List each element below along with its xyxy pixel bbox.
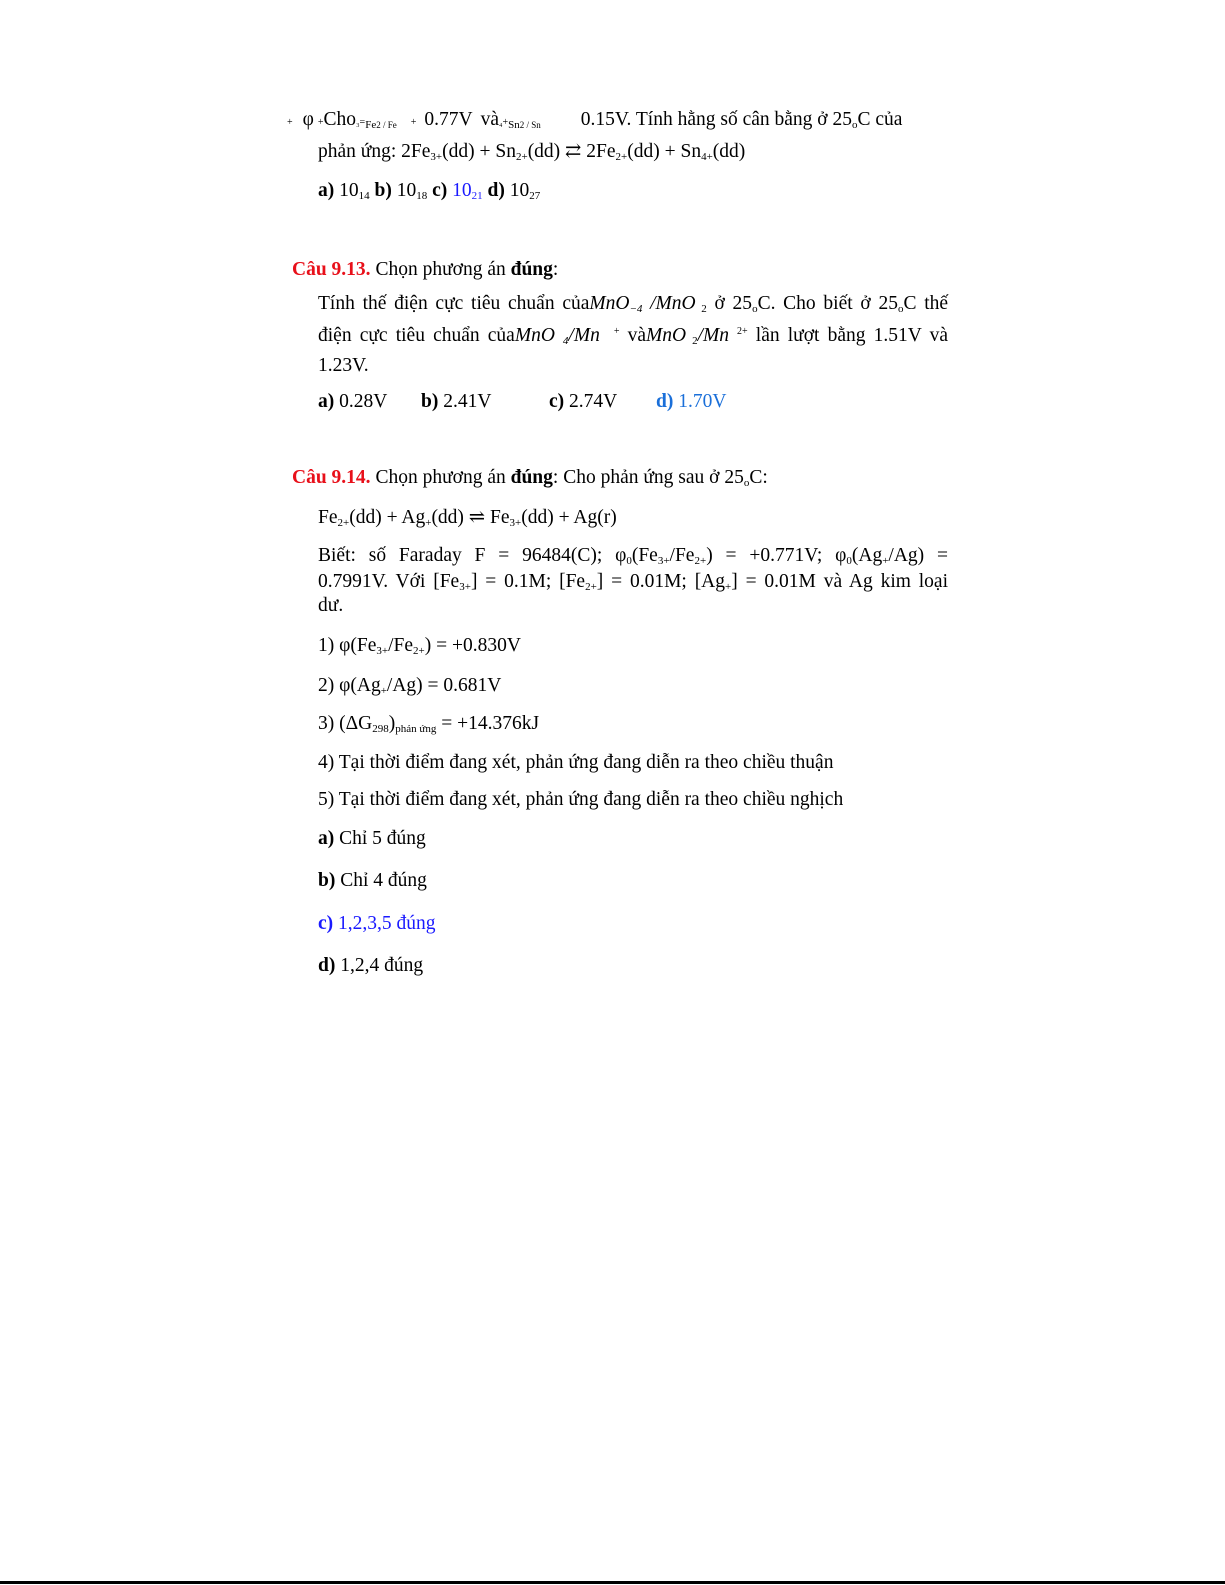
- page-bottom-border: [0, 1581, 1225, 1584]
- q12-phi: φ: [302, 109, 314, 130]
- q14-answer-a: a) Chỉ 5 đúng: [318, 828, 426, 849]
- q13-line-2: điện cực tiêu chuẩn củaMnO 4/Mn + vàMnO 2/Mn $^{2+}$ lần lượt bằng 1.51V và: [318, 325, 949, 347]
- q13-answer-a-label: a): [318, 391, 335, 412]
- q12-answer-c-label: c): [432, 180, 448, 201]
- q12-line-1: + φ +Cho₃=Fe2 / Fe + 0.77V và₄+Sn2 / Sn 0.15V. Tính hằng số cân bằng ở 25oC của: [287, 109, 903, 131]
- q12-correct-answer: 1021: [447, 180, 483, 202]
- q13-answer-c: c) 2.74V: [549, 391, 618, 412]
- q14-statement-2: 2) φ(Ag+/Ag) = 0.681V: [318, 675, 502, 697]
- q13-correct-answer: d) 1.70V: [656, 391, 727, 412]
- q14-statement-5: 5) Tại thời điểm đang xét, phản ứng đang diễn ra theo chiều nghịch: [318, 789, 844, 810]
- q13-answers: a) 0.28V: [318, 391, 388, 412]
- q14-answer-b: b) Chỉ 4 đúng: [318, 870, 427, 891]
- q14-title: Câu 9.14.: [292, 467, 371, 488]
- q12-answer-a-label: a): [318, 180, 335, 201]
- q14-given-line-1: Biết: số Faraday F = 96484(C); φ0(Fe3+/Fe2+) = +0.771V; φ0(Ag+/Ag) =: [318, 545, 948, 567]
- q12-answer-b-label: b): [374, 180, 392, 201]
- q14-given-line-2: 0.7991V. Với [Fe3+] = 0.1M; [Fe2+] = 0.01M; [Ag+] = 0.01M và Ag kim loại: [318, 571, 948, 593]
- q14-reaction: Fe2+(dd) + Ag+(dd) ⇌ Fe3+(dd) + Ag(r): [318, 507, 617, 529]
- q13-heading: Câu 9.13. Chọn phương án đúng:: [292, 259, 559, 280]
- q13-title: Câu 9.13.: [292, 259, 371, 280]
- q13-line-3: 1.23V.: [318, 355, 369, 376]
- q14-answer-d: d) 1,2,4 đúng: [318, 955, 424, 976]
- q12-answers: a) 1014 b) 1018 c) 1021 d) 1027: [318, 180, 541, 202]
- q13-line-1: Tính thế điện cực tiêu chuẩn củaMnO−4 /MnO 2 ở 25oC. Cho biết ở 25oC thế: [318, 293, 949, 315]
- q14-statement-3: 3) (ΔG298)phản ứng = +14.376kJ: [318, 713, 540, 735]
- q14-statement-4: 4) Tại thời điểm đang xét, phản ứng đang diễn ra theo chiều thuận: [318, 752, 834, 773]
- q14-correct-answer: c) 1,2,3,5 đúng: [318, 913, 436, 934]
- q14-given-line-3: dư.: [318, 595, 344, 616]
- q12-answer-d-label: d): [487, 180, 505, 201]
- q14-heading: Câu 9.14. Chọn phương án đúng: Cho phản ứng sau ở 25oC:: [292, 467, 768, 489]
- q12-reaction: phản ứng: 2Fe3+(dd) + Sn2+(dd) ⇄ 2Fe2+(dd) + Sn4+(dd): [318, 141, 746, 163]
- q13-answer-b: b) 2.41V: [421, 391, 492, 412]
- q14-statement-1: 1) φ(Fe3+/Fe2+) = +0.830V: [318, 635, 521, 657]
